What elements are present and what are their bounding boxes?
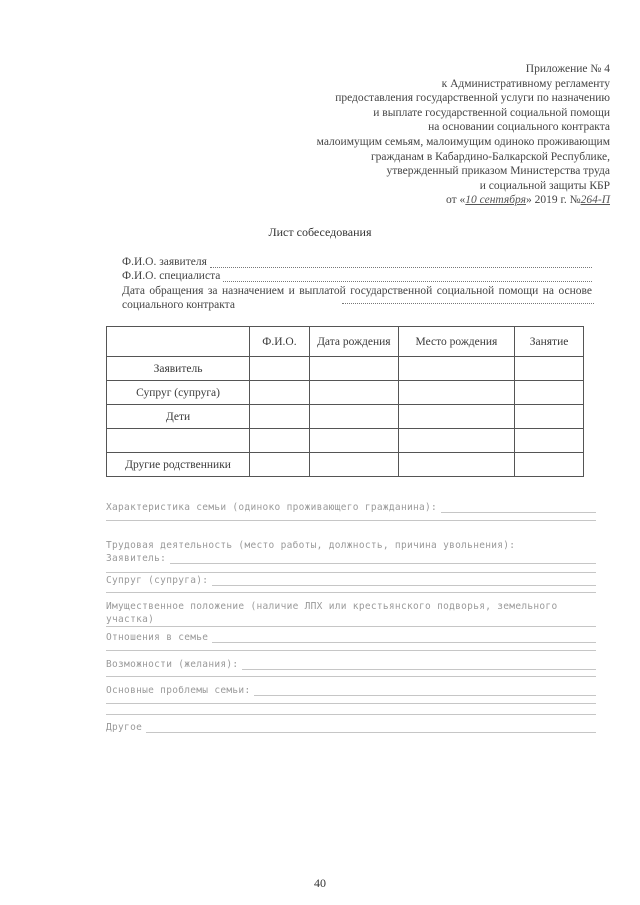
date-year: » 2019 г. xyxy=(525,194,567,207)
appendix-line: и выплате государственной социальной помощи xyxy=(373,106,610,119)
row-label: Другие родственники xyxy=(107,453,250,477)
specialist-field xyxy=(122,270,592,282)
labor-applicant-line[interactable] xyxy=(170,553,596,564)
date-prefix: от « xyxy=(446,194,466,207)
family-type-line[interactable] xyxy=(441,502,596,513)
opportunities-label: Возможности (желания): xyxy=(106,659,239,670)
appendix-line: утвержденный приказом Министерства труда xyxy=(386,165,610,178)
labor-activity-label: Трудовая деятельность (место работы, должность, причина увольнения): xyxy=(106,540,516,551)
document-title: Лист собеседования xyxy=(268,225,372,239)
table-cell[interactable] xyxy=(250,453,310,477)
table-cell[interactable] xyxy=(398,453,514,477)
table-header-birthplace: Место рождения xyxy=(398,327,514,357)
appendix-line: Приложение № 4 xyxy=(525,63,610,75)
table-cell[interactable] xyxy=(398,405,514,429)
row-label: Супруг (супруга) xyxy=(107,381,250,405)
appendix-line: к Административному регламенту xyxy=(441,77,610,90)
labor-applicant-label: Заявитель: xyxy=(106,553,167,564)
relations-line[interactable] xyxy=(212,632,596,643)
appendix-line: и социальной защиты КБР xyxy=(479,179,610,192)
table-cell[interactable] xyxy=(515,357,584,381)
table-cell[interactable] xyxy=(398,429,514,453)
appendix-line: гражданам в Кабардино-Балкарской Республике, xyxy=(370,150,610,163)
table-cell[interactable] xyxy=(309,429,398,453)
appendix-date-line xyxy=(250,193,610,208)
appendix-line: малоимущим семьям, малоимущим одиноко проживающим xyxy=(316,135,610,148)
problems-line[interactable] xyxy=(254,685,596,696)
family-table xyxy=(106,326,584,477)
family-type-field xyxy=(106,502,596,513)
family-type-label: Характеристика семьи (одиноко проживающего гражданина): xyxy=(106,502,438,513)
table-row xyxy=(107,453,584,477)
labor-activity-field xyxy=(106,540,596,551)
problems-field xyxy=(106,685,596,696)
table-cell[interactable] xyxy=(515,405,584,429)
other-line[interactable] xyxy=(146,722,596,733)
other-label: Другое xyxy=(106,722,143,733)
relations-label: Отношения в семье xyxy=(106,632,209,643)
table-cell[interactable] xyxy=(250,429,310,453)
table-cell[interactable] xyxy=(309,357,398,381)
other-field xyxy=(106,722,596,733)
divider-line[interactable] xyxy=(106,592,596,593)
table-cell[interactable] xyxy=(515,381,584,405)
appendix-header xyxy=(250,62,610,208)
divider-line[interactable] xyxy=(106,676,596,677)
table-cell[interactable] xyxy=(309,453,398,477)
table-cell[interactable] xyxy=(309,405,398,429)
relations-field xyxy=(106,632,596,643)
property-label: Имущественное положение (наличие ЛПХ или крестьянского подворья, земельного участка) xyxy=(106,601,558,625)
appendix-line: предоставления государственной услуги по назначению xyxy=(335,92,610,105)
table-header-name: Ф.И.О. xyxy=(250,327,310,357)
applicant-line[interactable] xyxy=(210,256,592,268)
table-header-empty xyxy=(107,327,250,357)
appendix-line: на основании социального контракта xyxy=(428,121,610,134)
application-date-line[interactable] xyxy=(342,303,594,304)
specialist-line[interactable] xyxy=(223,270,592,282)
spouse-field xyxy=(106,575,596,586)
date-handwritten: 10 сентября xyxy=(465,194,526,207)
table-cell[interactable] xyxy=(515,453,584,477)
table-row xyxy=(107,381,584,405)
table-cell[interactable] xyxy=(250,381,310,405)
opportunities-field xyxy=(106,659,596,670)
application-date-label: Дата обращения за назначением и выплатой государственной социальной помощи на основе социального контракта xyxy=(122,285,592,311)
applicant-label: Ф.И.О. заявителя xyxy=(122,256,207,268)
applicant-field xyxy=(122,256,592,268)
property-field xyxy=(106,600,596,626)
row-label: Заявитель xyxy=(107,357,250,381)
table-cell[interactable] xyxy=(398,381,514,405)
table-cell[interactable] xyxy=(515,429,584,453)
opportunities-line[interactable] xyxy=(242,659,596,670)
table-row xyxy=(107,405,584,429)
table-cell[interactable] xyxy=(309,381,398,405)
table-cell[interactable] xyxy=(398,357,514,381)
row-label: Дети xyxy=(107,405,250,429)
number-handwritten: 264-П xyxy=(580,194,610,207)
page-number: 40 xyxy=(314,876,326,890)
specialist-label: Ф.И.О. специалиста xyxy=(122,270,221,282)
spouse-label: Супруг (супруга): xyxy=(106,575,209,586)
table-header-occupation: Занятие xyxy=(515,327,584,357)
divider-line[interactable] xyxy=(106,572,596,573)
labor-applicant-field xyxy=(106,553,596,564)
divider-line[interactable] xyxy=(106,650,596,651)
divider-line[interactable] xyxy=(106,703,596,704)
row-label xyxy=(107,429,250,453)
divider-line[interactable] xyxy=(106,714,596,715)
table-row xyxy=(107,357,584,381)
application-date-field xyxy=(122,284,592,312)
divider-line[interactable] xyxy=(106,520,596,521)
table-header-birthdate: Дата рождения xyxy=(309,327,398,357)
number-prefix: № xyxy=(566,194,581,207)
table-header-row xyxy=(107,327,584,357)
table-row xyxy=(107,429,584,453)
problems-label: Основные проблемы семьи: xyxy=(106,685,251,696)
table-cell[interactable] xyxy=(250,405,310,429)
divider-line[interactable] xyxy=(106,626,596,627)
spouse-line[interactable] xyxy=(212,575,596,586)
table-cell[interactable] xyxy=(250,357,310,381)
